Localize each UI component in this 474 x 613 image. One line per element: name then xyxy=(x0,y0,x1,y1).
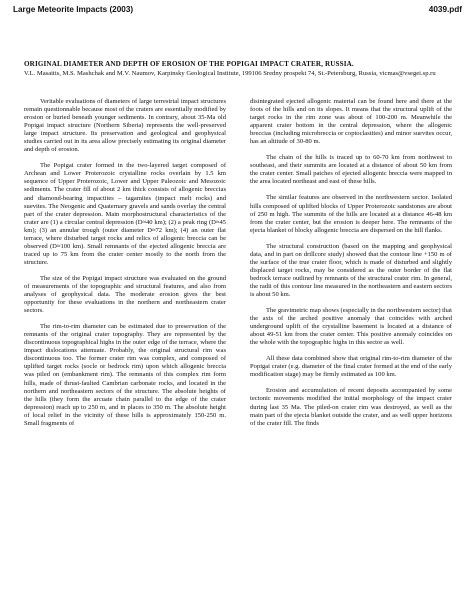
paragraph: Erosion and accumulation of recent deposits accompanied by some tectonic movements modified the initial morphology of the impact crater during last 35 Ma. The piled-on crater rim was destroyed, as well as the main part of the ejecta blanket outside the crater, and as well upper horizons of the crater fill. The finds xyxy=(250,387,452,427)
document-id: 4039.pdf xyxy=(428,5,462,14)
paragraph: The size of the Popigai impact structure was evaluated on the ground of measurements of the topographic and structural features, and also from analyses of geophysical data. The moderate erosion gives the best opportunity for these evaluations in the northern and northeastern crater sectors. xyxy=(24,274,226,315)
paragraph: The Popigai crater formed in the two-layered target composed of Archean and Lower Proterozoic crystalline rocks overlain by 1.5 km sequence of Upper Proterozoic, Lower and Upper Paleozoic and Mesozoic sediments. The crater fill of about 2 km thick consists of allogenic breccias and diamond-bearing impactites – tagamites (impact melt rocks) and suevites. The Neogenic and Quaternary gravels and sands overlay the central part of the crater depression. Main morphostructural characteristics of the crater are (1) a circular central depression (D≈40 km); (2) a peak ring (D≈45 km); (3) an annular trough (outer diameter D≈72 km); (4) an outer flat terrace, where disturbed target rocks and relics of allogenic breccia can be observed (D≈100 km). Small remnants of the ejected allogenic breccia are traced up to 75 km from the crater center mostly to the north from the structure. xyxy=(24,162,226,266)
paper-title: ORIGINAL DIAMETER AND DEPTH OF EROSION OF THE POPIGAI IMPACT CRATER, RUSSIA. xyxy=(24,60,354,68)
right-column xyxy=(250,98,452,436)
paragraph: The rim-to-rim diameter can be estimated due to preservation of the remnants of the original crater topography. They are represented by the discontinuous topographical highs in the outer edge of the terrace, where the impact dislocations attenuate. Probably, the original structural rim was discontinuous too. The former crater rim was complex, and composed of uplifted target rocks (socle or bedrock rim) upon which allogenic breccia was piled on (embankment rim). The remnants of this complex rim form hills, made of thrust-faulted Cambrian carbonate rocks, and located in the northern and northeastern sectors of the structure. The absolute heights of the hills (they form the arcuate chain parallel to the edge of the crater depression) reach up to 250 m, and in places to 350 m. The absolute height of local relief in the vicinity of these hills is approximately 150-250 m. Small fragments of xyxy=(24,323,226,427)
journal-name: Large Meteorite Impacts (2003) xyxy=(13,5,134,14)
paragraph: The chain of the hills is traced up to 60-70 km from northwest to southeast, and their summits are located at a distance of about 50 km from the crater center. Small patches of ejected allogenic breccia were mapped in the area located northeast and east of these hills. xyxy=(250,154,452,186)
paragraph: disintegrated ejected allogenic material can be found here and there at the foots of the hills and on its slopes. It means that the structural uplift of the target rocks in the rim zone was about of 100-200 m. Meanwhile the apparent crater bottom in the central depression, where the allogenic breccias (including microbreccia or coptoclastites) and minor suevites occur, has an altitude of 30-80 m. xyxy=(250,98,452,146)
paragraph: The similar features are observed in the northwestern sector. Isolated hills composed of uplifted blocks of Upper Proterozoic sandstones are about of 250 m high. The summits of the hills are located at a distance 46-48 km from the crater center, but the erosion is deeper here. The remnants of the ejecta blanket of blocky allogenic breccia are dispersed on the hill flanks. xyxy=(250,194,452,234)
title-block xyxy=(24,60,452,78)
paragraph: Veritable evaluations of diameters of large terrestrial impact structures remain questionnable because most of the craters are essentially modified by erosion or buried beneath younger sediments. In contrary, about 35-Ma old Popigai impact structure (Northern Siberia) represents the well-preserved large impact structure. Its preservation and geological and geophysical studies carried out in its area allow precisely estimating its original diameter and depth of erosion. xyxy=(24,98,226,154)
author-affiliation: V.L. Masaitis, M.S. Mashchak and M.V. Naumov, Karpinsky Geological Institute, 199106 Sredny prospekt 74, St.-Petersburg, Russia, vicmas@vsegei.sp.ru xyxy=(24,70,436,77)
running-header xyxy=(13,5,462,17)
left-column xyxy=(24,98,226,436)
paragraph: The gravimetric map shows (especially in the northwestern sector) that the axis of the arched positive anomaly that coincides with arched underground uplift of the crystalline basement is located at a distance of about 49-51 km from the crater center. This positive anomaly coincides on the whole with the topographic highs in this sector as well. xyxy=(250,307,452,347)
paragraph: The structural construction (based on the mapping and geophysical data, and in part on drillcore study) showed that the contour line +150 m of the surface of the true crater floor, which is made of disturbed and slightly displaced target rocks, may be considered as the outer border of the flat bedrock terrace outlined by remnants of the structural crater rim. In general, the radii of this contour line measured in the northeastern and eastern sectors is about 50 km. xyxy=(250,242,452,298)
paragraph: All these data combined show that original rim-to-rim diameter of the Popigai crater (e.g. diameter of the final crater formed at the end of the early modification stage) may be firmly estimated as 100 km. xyxy=(250,355,452,379)
